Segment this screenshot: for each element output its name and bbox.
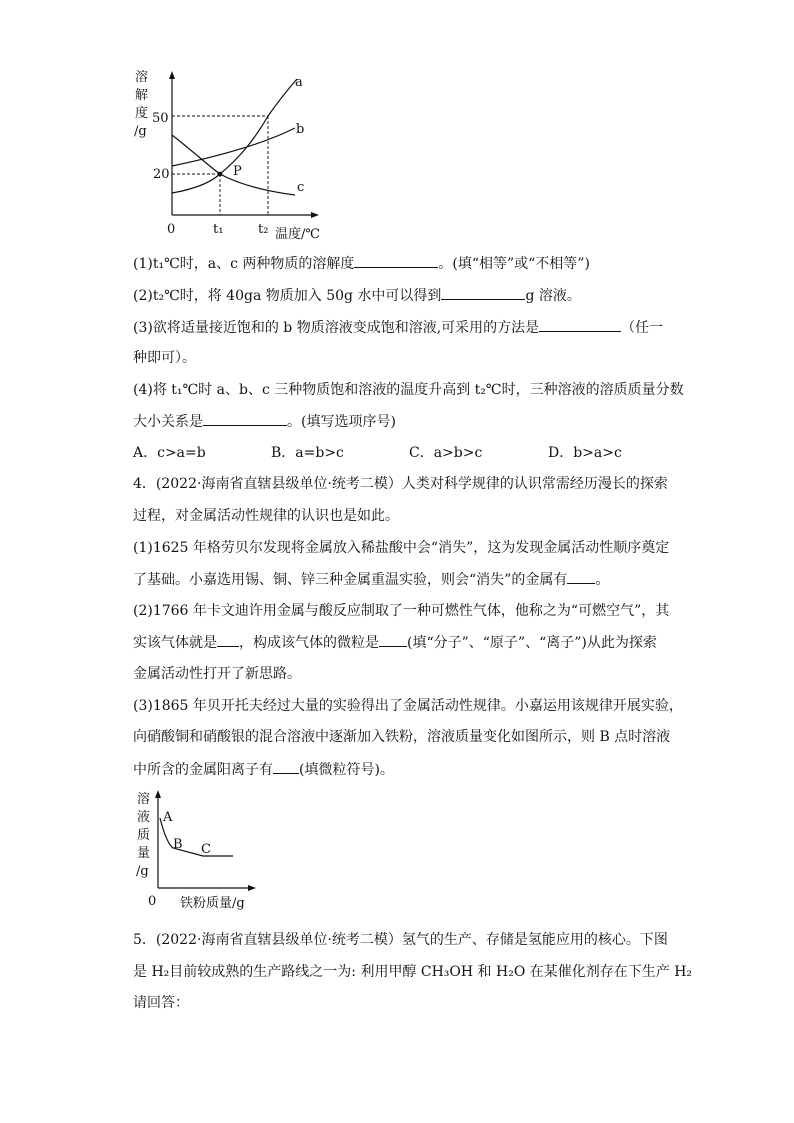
q3-part3-pre: (3)欲将适量接近饱和的 b 物质溶液变成饱和溶液,可采用的方法是: [133, 320, 540, 336]
q5-line3: 请回答：: [133, 995, 189, 1011]
q3-part4-post: 。(填写选项序号): [287, 414, 396, 430]
xtick-label-t2: t₂: [258, 222, 269, 237]
q4-part1-pre: 了基础。小嘉选用锡、铜、锌三种金属重温实验，则会“消失”的金属有: [133, 572, 568, 588]
ytick-label-50: 50: [152, 111, 169, 126]
q4-part2-c: (填“分子”、“原子”、“离子”)从此为探索: [407, 635, 657, 651]
q3-option-c[interactable]: C．a>b>c: [409, 445, 483, 461]
q4-part3-line2: 向硝酸铜和硝酸银的混合溶液中逐渐加入铁粉，溶液质量变化如图所示，则 B 点时溶液: [133, 729, 671, 745]
ylabel-char: 量: [137, 846, 151, 861]
q4-answer-blank-3[interactable]: [379, 632, 407, 647]
q3-option-a[interactable]: A．c>a=b: [133, 445, 206, 461]
ylabel-char: /g: [134, 124, 147, 139]
q3-part3: [133, 317, 663, 338]
ylabel-char: 解: [135, 88, 149, 103]
q4-head-line2: 过程，对金属活动性规律的认识也是如此。: [133, 508, 399, 524]
y-axis-arrow: [155, 790, 161, 798]
q4-part3-line1: (3)1865 年贝开托夫经过大量的实验得出了金属活动性规律。小嘉运用该规律开展实验，: [133, 698, 683, 714]
ylabel-char: 质: [137, 828, 151, 843]
q4-part2-line3: 金属活动性打开了新思路。: [133, 666, 301, 682]
q4-part2-line2: [133, 632, 657, 653]
q3-part1: [133, 253, 590, 274]
xlabel: 铁粉质量/g: [180, 896, 245, 911]
q4-part2-a: 实该气体就是: [133, 635, 217, 651]
ylabel-char: 度: [135, 106, 149, 121]
q4-part1-line2: [133, 569, 609, 590]
solubility-chart: [125, 65, 325, 245]
point-label-a: A: [163, 810, 173, 825]
q4-part3-pre: 中所含的金属阳离子有: [133, 762, 273, 778]
q4-part2-b: ，构成该气体的微粒是: [239, 635, 379, 651]
ylabel-char: 溶: [137, 792, 151, 807]
point-label-p: P: [233, 164, 242, 179]
q3-part4-pre: 大小关系是: [133, 414, 203, 430]
ylabel-char: /g: [136, 864, 149, 879]
point-label-b: B: [173, 837, 183, 852]
q4-part3-line3: [133, 759, 394, 780]
origin-label: 0: [167, 222, 176, 237]
q3-answer-blank-4[interactable]: [203, 411, 287, 426]
ylabel-char: 液: [137, 810, 151, 825]
xlabel: 温度/℃: [275, 227, 320, 242]
point-label-c: C: [201, 842, 211, 857]
q4-part2-line1: (2)1766 年卡文迪许用金属与酸反应制取了一种可燃性气体，他称之为“可燃空气”，其: [133, 603, 670, 619]
curve-label-a: a: [295, 75, 303, 90]
q3-part2-pre: (2)t₂℃时，将 40ga 物质加入 50g 水中可以得到: [133, 288, 442, 304]
q3-part4-line2: [133, 411, 396, 432]
q3-part4-line1: (4)将 t₁℃时 a、b、c 三种物质饱和溶液的温度升高到 t₂℃时，三种溶液的溶质质量分数: [133, 382, 684, 398]
q5-line2: 是 H₂目前较成熟的生产路线之一为: 利用甲醇 CH₃OH 和 H₂O 在某催化剂存在下生产 H₂: [133, 964, 693, 980]
curve-label-b: b: [296, 122, 305, 137]
intersection-point-p: [218, 172, 223, 177]
q3-part2: [133, 285, 581, 306]
x-axis-arrow: [311, 212, 319, 218]
q3-answer-blank-1[interactable]: [354, 253, 438, 268]
y-axis-arrow: [169, 71, 175, 79]
ytick-label-20: 20: [153, 167, 170, 182]
q3-part1-pre: (1)t₁℃时，a、c 两种物质的溶解度: [133, 256, 355, 272]
origin-label: 0: [148, 894, 157, 909]
q4-part1-post: 。: [595, 572, 610, 588]
q3-part3-line2: 种即可）。: [133, 350, 196, 366]
q3-option-d[interactable]: D．b>a>c: [548, 445, 622, 461]
ylabel-char: 溶: [135, 70, 149, 85]
q4-answer-blank-1[interactable]: [567, 569, 595, 584]
q3-option-b[interactable]: B．a=b>c: [271, 445, 344, 461]
solubility-ylabel: [134, 69, 148, 139]
solution-mass-chart: [128, 786, 268, 916]
q4-head: 4．(2022·海南省直辖县级单位·统考二模）人类对科学规律的认识常需经历漫长的探索: [133, 476, 668, 492]
curve-b: [172, 128, 295, 166]
q4-answer-blank-2[interactable]: [217, 632, 239, 647]
q4-answer-blank-4[interactable]: [273, 759, 299, 774]
solution-mass-ylabel: [136, 791, 150, 879]
q3-part2-post: g 溶液。: [525, 288, 581, 304]
q3-part3-post: （任一: [621, 320, 664, 336]
q4-part1-line1: (1)1625 年格劳贝尔发现将金属放入稀盐酸中会“消失”，这为发现金属活动性顺序奠定: [133, 540, 670, 556]
xtick-label-t1: t₁: [213, 222, 224, 237]
x-axis-arrow: [248, 885, 256, 891]
q3-answer-blank-2[interactable]: [441, 285, 525, 300]
q4-part3-post: (填微粒符号)。: [299, 762, 394, 778]
q5-line1: 5．(2022·海南省直辖县级单位·统考二模）氢气的生产、存储是氢能应用的核心。下图: [133, 932, 668, 948]
q3-answer-blank-3[interactable]: [539, 317, 621, 332]
curve-label-c: c: [297, 180, 305, 195]
q3-part1-post: 。(填“相等”或“不相等”): [438, 256, 590, 272]
